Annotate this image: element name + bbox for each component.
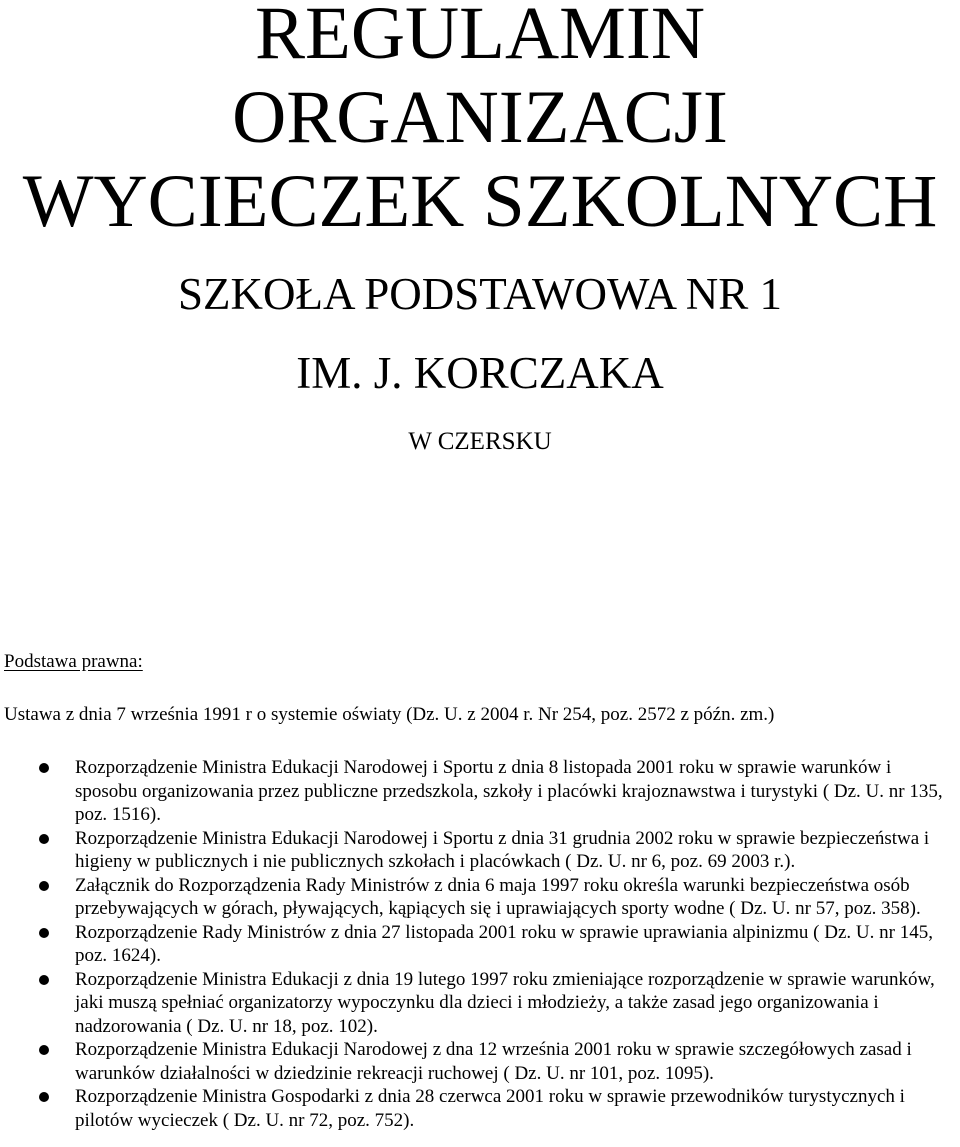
list-item (0, 756, 960, 827)
regulation-text: Rozporządzenie Ministra Edukacji Narodowej i Sportu z dnia 31 grudnia 2002 roku w sprawie bezpieczeństwa i higieny w publicznych i nie publicznych szkołach i placówkach ( Dz. U. nr 6, poz. 69 2003 r.). (75, 827, 930, 872)
title-line-2: ORGANIZACJI (232, 76, 728, 159)
regulation-text: Rozporządzenie Ministra Edukacji Narodowej i Sportu z dnia 8 listopada 2001 roku w sprawie warunków i sposobu organizowania przez publiczne przedszkola, szkoły i placówki krajoznawstwa i turystyki ( Dz. U. nr 135, poz. 1516). (75, 757, 943, 825)
list-item (0, 827, 960, 874)
regulation-text: Rozporządzenie Ministra Edukacji Narodowej z dna 12 września 2001 roku w sprawie szczegółowych zasad i warunków działalności w dziedzinie rekreacji ruchowej ( Dz. U. nr 101, poz. 1095). (75, 1039, 912, 1084)
bullet-icon (39, 1092, 49, 1102)
school-patron: IM. J. KORCZAKA (296, 348, 664, 398)
document-title (0, 0, 960, 244)
regulation-text: Rozporządzenie Ministra Gospodarki z dnia 28 czerwca 2001 roku w sprawie przewodników turystycznych i pilotów wycieczek ( Dz. U. nr 72, poz. 752). (75, 1086, 905, 1131)
regulation-text: Załącznik do Rozporządzenia Rady Ministrów z dnia 6 maja 1997 roku określa warunki bezpieczeństwa osób przebywających w górach, pływających, kąpiących się i uprawiających sporty wodne ( Dz. U. nr 57, poz. 358). (75, 874, 921, 919)
legal-basis-heading: Podstawa prawna: (4, 651, 143, 672)
legal-basis-act: Ustawa z dnia 7 września 1991 r o systemie oświaty (Dz. U. z 2004 r. Nr 254, poz. 2572 z późn. zm.) (4, 704, 775, 725)
bullet-icon (39, 881, 49, 891)
regulations-list (0, 756, 960, 1132)
regulation-text: Rozporządzenie Rady Ministrów z dnia 27 listopada 2001 roku w sprawie uprawiania alpinizmu ( Dz. U. nr 145, poz. 1624). (75, 921, 933, 966)
bullet-icon (39, 834, 49, 844)
regulation-text: Rozporządzenie Ministra Edukacji z dnia 19 lutego 1997 roku zmieniające rozporządzenie w sprawie warunków, jaki muszą spełniać organizatorzy wypoczynku dla dzieci i młodzieży, a także zasad jego organizowania i nadzorowania ( Dz. U. nr 18, poz. 102). (75, 968, 935, 1037)
list-item (0, 1038, 960, 1085)
list-item (0, 874, 960, 921)
bullet-icon (39, 975, 49, 985)
title-line-1: REGULAMIN (255, 0, 705, 75)
school-name: SZKOŁA PODSTAWOWA NR 1 (177, 269, 783, 319)
bullet-icon (39, 1045, 49, 1055)
list-item (0, 921, 960, 968)
title-line-3: WYCIECZEK SZKOLNYCH (22, 160, 938, 243)
bullet-icon (39, 928, 49, 938)
school-location: W CZERSKU (408, 428, 552, 455)
list-item (0, 968, 960, 1039)
bullet-icon (39, 763, 49, 773)
list-item (0, 1085, 960, 1132)
